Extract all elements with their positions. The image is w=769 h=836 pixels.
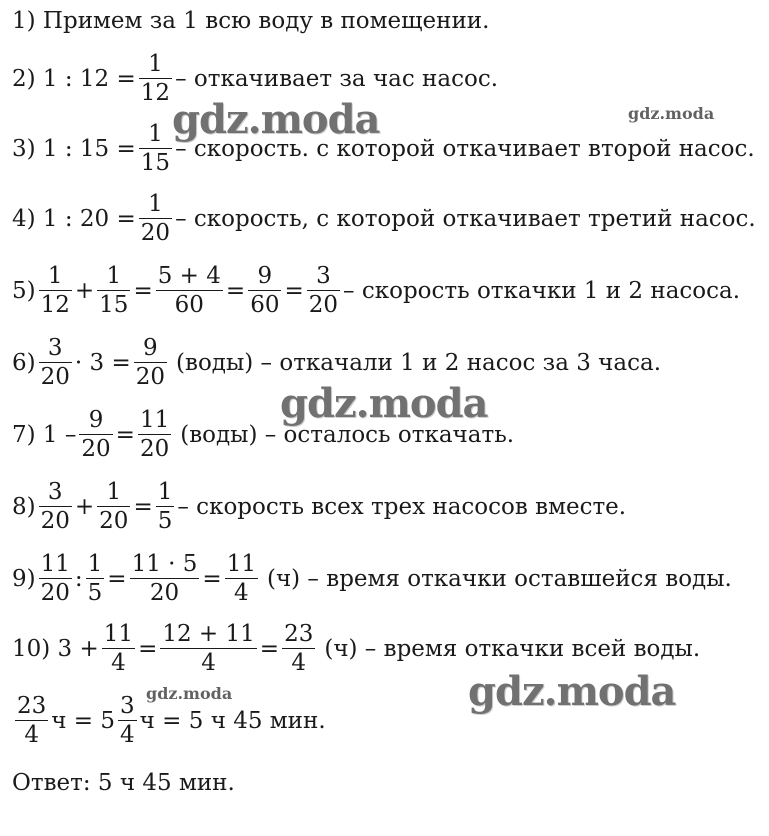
fraction [160,622,256,675]
step-5-post: – скорость откачки 1 и 2 насоса. [343,277,741,304]
step-8-pre: 8) [12,493,36,520]
fraction [139,52,172,105]
operator: + [74,277,95,304]
fraction [39,552,72,605]
denominator: 20 [135,364,166,391]
numerator: 23 [284,621,314,647]
step-8 [12,480,626,533]
denominator: 12 [40,292,70,319]
watermark-logo: gdz.moda [628,104,715,123]
step-2-pre: 2) 1 : 12 = [12,65,136,92]
denominator: 20 [40,364,70,391]
step-1 [12,8,489,34]
fraction [225,552,258,605]
fraction [79,408,112,461]
numerator: 3 [120,693,135,719]
numerator: 1 [47,263,63,289]
numerator: 11 [40,551,70,577]
denominator: 4 [120,722,135,749]
numerator: 5 + 4 [157,263,221,289]
step-3-pre: 3) 1 : 15 = [12,135,136,162]
denominator: 20 [81,436,111,463]
fraction [102,622,135,675]
numerator: 1 [148,51,163,77]
watermark-logo: gdz.moda [172,96,380,143]
step-4-post: – скорость, с которой откачивает третий насос. [175,205,756,232]
numerator: 1 [148,121,163,147]
fraction [307,264,340,317]
fraction [130,552,200,605]
denominator: 15 [99,292,129,319]
step-7-post: (воды) – осталось откачать. [180,421,515,448]
fraction [282,622,315,675]
operator: = [259,635,280,662]
fraction [139,192,172,245]
conversion-post: ч = 5 ч 45 мин. [139,707,326,734]
numerator: 11 [226,551,256,577]
numerator: 1 [87,551,103,577]
step-6-pre: 6) [12,349,36,376]
fraction [15,694,48,747]
numerator: 12 + 11 [162,621,255,647]
operator: · 3 = [74,349,131,376]
numerator: 23 [17,693,47,719]
denominator: 20 [139,436,170,463]
numerator: 11 · 5 [131,551,198,577]
step-7-pre: 7) 1 – [12,421,77,448]
operator: ч = 5 [51,707,116,734]
denominator: 60 [250,292,280,319]
fraction [156,480,175,533]
step-9 [12,552,732,605]
fraction [39,336,72,389]
step-9-pre: 9) [12,565,36,592]
operator: = [284,277,304,304]
watermark-logo: gdz.moda [146,684,233,703]
operator: + [74,493,95,520]
operator: = [225,277,246,304]
numerator: 11 [103,621,134,647]
step-4-pre: 4) 1 : 20 = [12,205,136,232]
operator: : [74,565,83,592]
step-8-post: – скорость всех трех насосов вместе. [177,493,627,520]
operator: = [115,421,135,448]
fraction [134,336,167,389]
fraction [86,552,105,605]
step-9-post: (ч) – время откачки оставшейся воды. [266,565,732,592]
denominator: 20 [40,508,70,535]
numerator: 3 [47,335,63,361]
fraction [97,264,130,317]
answer-text: Ответ: 5 ч 45 мин. [12,770,235,796]
denominator: 20 [149,580,180,607]
numerator: 1 [157,479,173,505]
fraction [156,264,223,317]
numerator: 9 [143,335,158,361]
fraction [138,408,171,461]
fraction [139,122,172,175]
step-3 [12,122,755,175]
answer-line [12,770,235,796]
denominator: 60 [174,292,204,319]
denominator: 4 [111,650,126,677]
denominator: 4 [234,580,249,607]
denominator: 15 [140,150,171,177]
operator: = [133,277,153,304]
fraction [39,480,72,533]
denominator: 5 [157,508,173,535]
numerator: 3 [316,263,331,289]
step-3-post: – скорость. с которой откачивает второй насос. [175,135,755,162]
step-5 [12,264,740,317]
step-2-post: – откачивает за час насос. [175,65,499,92]
denominator: 4 [291,650,307,677]
watermark-logo: gdz.moda [280,380,488,427]
fraction [97,480,130,533]
denominator: 5 [87,580,103,607]
operator: = [202,565,222,592]
denominator: 20 [99,508,129,535]
step-10-pre: 10) 3 + [12,635,99,662]
numerator: 9 [257,263,273,289]
step-4 [12,192,756,245]
denominator: 20 [40,580,70,607]
numerator: 1 [106,479,122,505]
operator: = [138,635,158,662]
numerator: 1 [106,263,122,289]
step-5-pre: 5) [12,277,36,304]
numerator: 9 [88,407,104,433]
denominator: 20 [140,220,171,247]
step-6-post: (воды) – откачали 1 и 2 насос за 3 часа. [176,349,662,376]
denominator: 20 [308,292,339,319]
numerator: 11 [139,407,170,433]
denominator: 12 [140,80,171,107]
operator: = [133,493,153,520]
numerator: 1 [148,191,163,217]
watermark-logo: gdz.moda [468,668,676,715]
denominator: 4 [24,722,39,749]
fraction [39,264,72,317]
fraction [248,264,281,317]
numerator: 3 [47,479,63,505]
operator: = [107,565,127,592]
fraction [118,694,137,747]
step-10-post: (ч) – время откачки всей воды. [324,635,701,662]
denominator: 4 [201,650,216,677]
step-1-text: 1) Примем за 1 всю воду в помещении. [12,8,490,34]
